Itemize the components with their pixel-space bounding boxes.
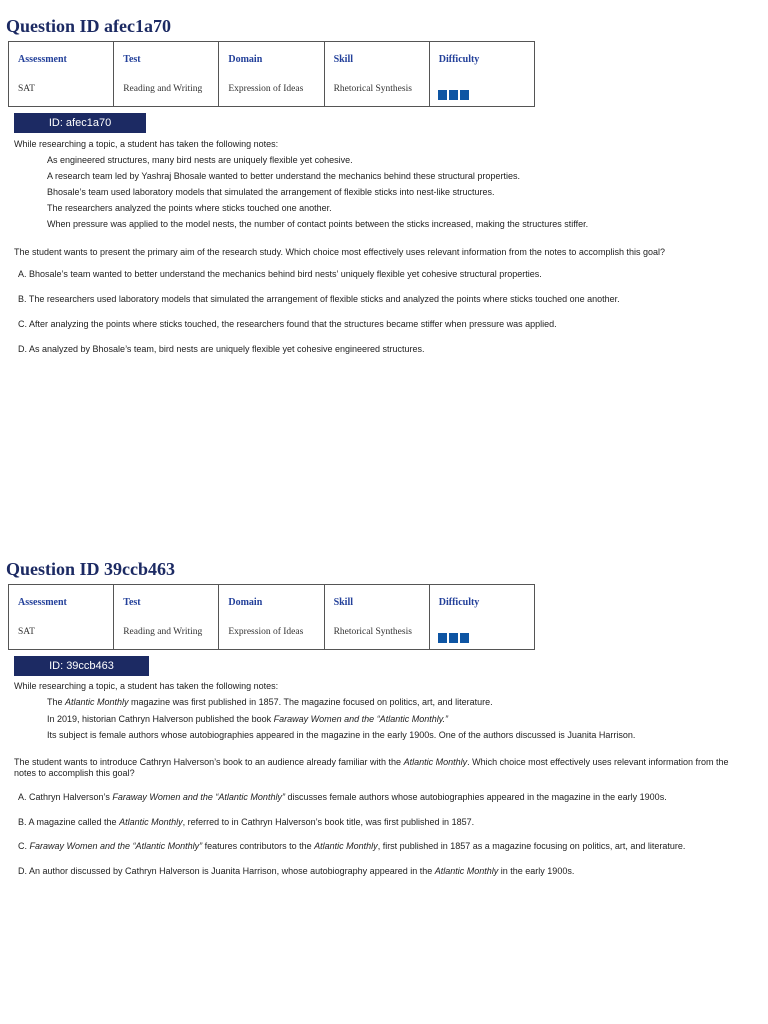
question-prompt xyxy=(14,757,749,779)
question-prompt: The student wants to present the primary aim of the research study. Which choice most effectively uses relevant information from the notes to accomplish this goal? xyxy=(14,247,665,257)
note-item: Bhosale’s team used laboratory models that simulated the arrangement of flexible sticks into nest-like structures. xyxy=(47,187,495,197)
difficulty-bar xyxy=(438,90,447,100)
text-segment: features contributors to the xyxy=(202,841,315,851)
test-value: Reading and Writing xyxy=(123,627,203,637)
note-item: The researchers analyzed the points where sticks touched one another. xyxy=(47,203,332,213)
difficulty-bar xyxy=(438,633,447,643)
skill-header: Skill xyxy=(333,597,354,608)
answer-choice-c[interactable] xyxy=(18,841,685,852)
assessment-value: SAT xyxy=(18,84,35,94)
italic-title: Faraway Women and the “Atlantic Monthly” xyxy=(29,841,203,851)
metadata-table xyxy=(8,584,535,650)
note-item xyxy=(47,714,448,725)
text-segment: C. xyxy=(18,841,30,851)
difficulty-header: Difficulty xyxy=(438,54,480,65)
answer-choice-a[interactable] xyxy=(18,792,667,803)
difficulty-bar xyxy=(460,633,469,643)
question-title: Question ID 39ccb463 xyxy=(6,559,176,579)
text-segment: D. An author discussed by Cathryn Halverson is Juanita Harrison, whose autobiography appeared in the xyxy=(18,866,435,876)
difficulty-bars xyxy=(438,90,469,100)
note-item: A research team led by Yashraj Bhosale wanted to better understand the mechanics behind these structural properties. xyxy=(47,171,520,181)
text-segment: Its subject is female authors whose autobiographies appeared in the magazine in the early 1900s. One of the authors discussed is Juanita Harrison. xyxy=(47,730,636,740)
skill-value: Rhetorical Synthesis xyxy=(333,84,412,94)
text-segment: , referred to in Cathryn Halverson’s book title, was first published in 1857. xyxy=(182,817,475,827)
text-segment: The xyxy=(47,697,66,707)
text-segment: in the early 1900s. xyxy=(498,866,575,876)
text-segment: magazine was first published in 1857. The magazine focused on politics, art, and literature. xyxy=(128,697,493,707)
difficulty-header: Difficulty xyxy=(438,597,480,608)
text-segment: discusses female authors whose autobiographies appeared in the magazine in the early 1900s. xyxy=(284,792,667,802)
note-item xyxy=(47,730,635,741)
notes-intro: While researching a topic, a student has taken the following notes: xyxy=(14,681,279,691)
domain-header: Domain xyxy=(228,597,263,608)
test-header: Test xyxy=(123,597,141,608)
italic-title: Faraway Women and the “Atlantic Monthly.” xyxy=(273,714,449,724)
skill-header: Skill xyxy=(333,54,354,65)
text-segment: , first published in 1857 as a magazine focusing on politics, art, and literature. xyxy=(377,841,686,851)
note-item: As engineered structures, many bird nests are uniquely flexible yet cohesive. xyxy=(47,155,353,165)
assessment-header: Assessment xyxy=(18,54,67,65)
text-segment: A. Cathryn Halverson’s xyxy=(18,792,113,802)
metadata-table xyxy=(8,41,535,107)
italic-title: Atlantic Monthly xyxy=(314,841,378,851)
text-segment: In 2019, historian Cathryn Halverson published the book xyxy=(47,714,274,724)
domain-value: Expression of Ideas xyxy=(228,627,304,637)
question-title: Question ID afec1a70 xyxy=(6,16,171,36)
italic-title: Faraway Women and the “Atlantic Monthly” xyxy=(112,792,285,802)
assessment-value: SAT xyxy=(18,627,35,637)
note-item xyxy=(47,697,493,708)
skill-value: Rhetorical Synthesis xyxy=(333,627,412,637)
domain-header: Domain xyxy=(228,54,263,65)
difficulty-bar xyxy=(460,90,469,100)
domain-value: Expression of Ideas xyxy=(228,84,304,94)
difficulty-bar xyxy=(449,90,458,100)
id-badge: ID: 39ccb463 xyxy=(14,656,149,676)
answer-choice-b[interactable] xyxy=(18,817,474,828)
note-item: When pressure was applied to the model nests, the number of contact points between the sticks increased, making the structures stiffer. xyxy=(47,219,589,229)
text-segment: The student wants to introduce Cathryn Halverson’s book to an audience already familiar with the xyxy=(14,757,404,767)
answer-choice-c[interactable]: C. After analyzing the points where sticks touched, the researchers found that the structures became stiffer when pressure was applied. xyxy=(18,319,557,329)
test-header: Test xyxy=(123,54,141,65)
answer-choice-d[interactable] xyxy=(18,866,574,877)
text-segment: B. A magazine called the xyxy=(18,817,120,827)
id-badge: ID: afec1a70 xyxy=(14,113,146,133)
test-value: Reading and Writing xyxy=(123,84,203,94)
text-segment: . Which choice most effectively uses relevant information from the notes to accomplish this goal? xyxy=(14,757,729,778)
notes-intro: While researching a topic, a student has taken the following notes: xyxy=(14,139,279,149)
italic-title: Atlantic Monthly xyxy=(434,866,499,876)
difficulty-bar xyxy=(449,633,458,643)
answer-choice-b[interactable]: B. The researchers used laboratory models that simulated the arrangement of flexible sticks and analyzed the points where sticks touched one another. xyxy=(18,294,620,304)
assessment-header: Assessment xyxy=(18,597,67,608)
italic-title: Atlantic Monthly xyxy=(403,757,468,767)
answer-choice-a[interactable]: A. Bhosale’s team wanted to better understand the mechanics behind bird nests’ uniquely flexible yet cohesive structural properties. xyxy=(18,269,542,279)
italic-title: Atlantic Monthly xyxy=(65,697,129,707)
difficulty-bars xyxy=(438,633,469,643)
italic-title: Atlantic Monthly xyxy=(119,817,183,827)
answer-choice-d[interactable]: D. As analyzed by Bhosale’s team, bird nests are uniquely flexible yet cohesive engineered structures. xyxy=(18,344,425,354)
